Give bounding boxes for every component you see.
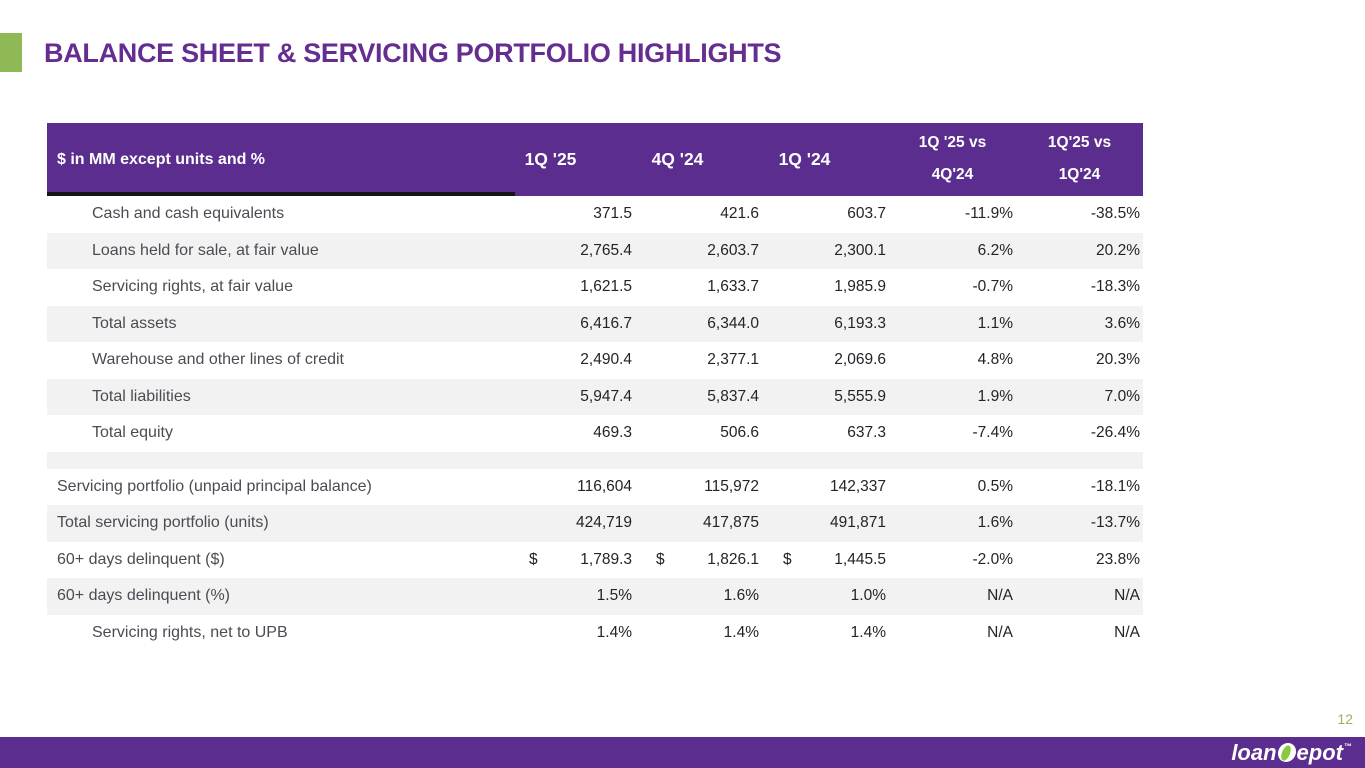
- value-text: 5,837.4: [707, 387, 759, 405]
- value-text: 23.8%: [1096, 550, 1140, 568]
- row-value: [508, 278, 635, 296]
- value-text: 1.4%: [596, 623, 632, 641]
- row-value: [889, 551, 1016, 569]
- row-value: [1016, 278, 1143, 296]
- row-value: [889, 388, 1016, 406]
- column-header-1q24: 1Q '24: [778, 149, 831, 169]
- column-header-4q24: 4Q '24: [651, 149, 704, 169]
- row-value: [889, 587, 1016, 605]
- value-text: 2,377.1: [707, 351, 759, 369]
- row-value: [1016, 551, 1143, 569]
- row-value: [889, 205, 1016, 223]
- table-row: [47, 505, 1143, 542]
- table-body: [47, 196, 1143, 651]
- row-label: Warehouse and other lines of credit: [92, 351, 344, 369]
- row-value: [508, 551, 635, 569]
- row-value: [635, 278, 762, 296]
- table-row: [47, 615, 1143, 652]
- table-header-units-label: $ in MM except units and %: [57, 150, 266, 168]
- row-value: [889, 478, 1016, 496]
- value-text: 142,337: [829, 477, 886, 495]
- value-text: -26.4%: [1090, 424, 1140, 442]
- value-text: N/A: [1114, 587, 1140, 605]
- row-value: [889, 514, 1016, 532]
- row-value: [1016, 478, 1143, 496]
- balance-sheet-table: [47, 123, 1143, 651]
- logo-text-loan: loan: [1231, 739, 1277, 765]
- value-text: 469.3: [593, 424, 632, 442]
- value-text: 4.8%: [977, 351, 1013, 369]
- row-value: [762, 551, 889, 569]
- row-value: [508, 205, 635, 223]
- value-text: 6,344.0: [707, 314, 759, 332]
- table-header-row: [47, 123, 1143, 196]
- row-value: [762, 315, 889, 333]
- table-row: [47, 196, 1143, 233]
- row-value: [635, 551, 762, 569]
- vs-header-line2: 1Q'24: [1058, 166, 1101, 183]
- vs-header-line1: 1Q'25 vs: [1047, 134, 1112, 151]
- row-label: Servicing rights, at fair value: [92, 278, 293, 296]
- row-label: 60+ days delinquent ($): [57, 550, 225, 568]
- logo-trademark: ™: [1344, 741, 1352, 751]
- value-text: -13.7%: [1090, 514, 1140, 532]
- value-text: 506.6: [720, 424, 759, 442]
- column-header-1q25-vs-1q24: [1016, 123, 1143, 196]
- currency-symbol: $: [529, 550, 538, 568]
- currency-symbol: $: [783, 550, 792, 568]
- row-value: [1016, 205, 1143, 223]
- row-value: [889, 315, 1016, 333]
- row-value: [635, 587, 762, 605]
- value-text: 2,765.4: [580, 241, 632, 259]
- value-text: 6.2%: [977, 241, 1013, 259]
- value-text: 1,633.7: [707, 278, 759, 296]
- value-text: 1.6%: [723, 587, 759, 605]
- row-value: [889, 242, 1016, 260]
- row-value: [1016, 242, 1143, 260]
- row-value: [508, 242, 635, 260]
- row-value: [762, 205, 889, 223]
- row-value: [508, 388, 635, 406]
- value-text: 2,603.7: [707, 241, 759, 259]
- value-text: -38.5%: [1090, 205, 1140, 223]
- row-value: [635, 478, 762, 496]
- value-text: 603.7: [847, 205, 886, 223]
- value-text: -2.0%: [972, 550, 1013, 568]
- vs-header-line2: 4Q'24: [931, 166, 974, 183]
- row-value: [762, 478, 889, 496]
- value-text: 637.3: [847, 424, 886, 442]
- value-text: 417,875: [702, 514, 759, 532]
- row-value: [1016, 424, 1143, 442]
- table-row: [47, 542, 1143, 579]
- table-row: [47, 415, 1143, 452]
- table-row: [47, 379, 1143, 416]
- table-row: [47, 269, 1143, 306]
- value-text: 20.3%: [1096, 351, 1140, 369]
- row-value: [1016, 587, 1143, 605]
- row-value: [889, 624, 1016, 642]
- column-header-1q25-vs-4q24: [889, 123, 1016, 196]
- row-label: Cash and cash equivalents: [92, 205, 285, 223]
- value-text: 1.6%: [977, 514, 1013, 532]
- table-row: [47, 233, 1143, 270]
- value-text: N/A: [987, 587, 1013, 605]
- value-text: 1,621.5: [580, 278, 632, 296]
- value-text: -11.9%: [965, 205, 1013, 223]
- value-text: 1,826.1: [707, 550, 759, 568]
- row-value: [762, 388, 889, 406]
- value-text: 1,789.3: [580, 550, 632, 568]
- row-value: [508, 424, 635, 442]
- table-row: [47, 578, 1143, 615]
- row-value: [635, 351, 762, 369]
- value-text: 1.4%: [723, 623, 759, 641]
- title-accent-bar: [0, 33, 22, 72]
- row-value: [762, 242, 889, 260]
- value-text: 1.4%: [850, 623, 886, 641]
- row-value: [508, 478, 635, 496]
- value-text: N/A: [1114, 623, 1140, 641]
- row-label: Servicing rights, net to UPB: [92, 623, 288, 641]
- value-text: 5,555.9: [834, 387, 886, 405]
- row-value: [889, 351, 1016, 369]
- page-title: BALANCE SHEET & SERVICING PORTFOLIO HIGHLIGHTS: [44, 38, 782, 68]
- value-text: -7.4%: [972, 424, 1013, 442]
- row-value: [1016, 514, 1143, 532]
- row-label: 60+ days delinquent (%): [57, 587, 230, 605]
- value-text: 3.6%: [1104, 314, 1140, 332]
- logo-text-epot: epot: [1296, 739, 1343, 765]
- row-value: [1016, 351, 1143, 369]
- value-text: 2,300.1: [834, 241, 886, 259]
- row-value: [1016, 315, 1143, 333]
- value-text: 7.0%: [1104, 387, 1140, 405]
- value-text: 1,985.9: [834, 278, 886, 296]
- row-value: [508, 351, 635, 369]
- value-text: 5,947.4: [580, 387, 632, 405]
- vs-header-line1: 1Q '25 vs: [918, 134, 987, 151]
- column-header-1q25: 1Q '25: [524, 149, 577, 169]
- table-row: [47, 342, 1143, 379]
- row-label: Total liabilities: [92, 387, 191, 405]
- logo-leaf-icon: [1279, 744, 1292, 762]
- row-label: Total assets: [92, 314, 177, 332]
- value-text: -18.1%: [1090, 477, 1140, 495]
- row-value: [1016, 624, 1143, 642]
- value-text: 115,972: [704, 477, 759, 495]
- row-value: [635, 205, 762, 223]
- row-value: [1016, 388, 1143, 406]
- value-text: 491,871: [829, 514, 886, 532]
- row-value: [762, 514, 889, 532]
- row-value: [762, 424, 889, 442]
- row-value: [889, 424, 1016, 442]
- row-value: [635, 388, 762, 406]
- row-label: Loans held for sale, at fair value: [92, 241, 319, 259]
- row-label: Servicing portfolio (unpaid principal balance): [57, 477, 372, 495]
- row-value: [762, 278, 889, 296]
- row-value: [508, 587, 635, 605]
- row-value: [508, 624, 635, 642]
- row-value: [635, 242, 762, 260]
- value-text: 116,604: [577, 477, 632, 495]
- table-row: [47, 306, 1143, 343]
- loandepot-logo: [1231, 739, 1352, 765]
- row-value: [762, 351, 889, 369]
- page-number: 12: [1337, 711, 1353, 727]
- value-text: -18.3%: [1090, 278, 1140, 296]
- value-text: 0.5%: [977, 477, 1013, 495]
- value-text: -0.7%: [972, 278, 1013, 296]
- row-value: [635, 624, 762, 642]
- value-text: 2,069.6: [834, 351, 886, 369]
- value-text: 1.5%: [596, 587, 632, 605]
- value-text: 2,490.4: [580, 351, 632, 369]
- logo-d-icon: [1278, 743, 1296, 762]
- value-text: 1.1%: [977, 314, 1013, 332]
- value-text: 6,193.3: [834, 314, 886, 332]
- value-text: 424,719: [575, 514, 632, 532]
- row-label: Total equity: [92, 424, 173, 442]
- row-value: [635, 514, 762, 532]
- row-value: [889, 278, 1016, 296]
- row-value: [508, 514, 635, 532]
- row-value: [635, 424, 762, 442]
- table-spacer-row: [47, 452, 1143, 469]
- value-text: 1.9%: [977, 387, 1013, 405]
- value-text: 1,445.5: [834, 550, 886, 568]
- value-text: 1.0%: [850, 587, 886, 605]
- header-underline: [47, 192, 515, 196]
- footer-bar: [0, 737, 1365, 768]
- value-text: N/A: [987, 623, 1013, 641]
- row-value: [635, 315, 762, 333]
- row-value: [762, 587, 889, 605]
- row-label: Total servicing portfolio (units): [57, 514, 269, 532]
- row-value: [762, 624, 889, 642]
- row-value: [508, 315, 635, 333]
- value-text: 421.6: [720, 205, 759, 223]
- currency-symbol: $: [656, 550, 665, 568]
- table-row: [47, 469, 1143, 506]
- value-text: 371.5: [593, 205, 632, 223]
- value-text: 20.2%: [1096, 241, 1140, 259]
- value-text: 6,416.7: [580, 314, 632, 332]
